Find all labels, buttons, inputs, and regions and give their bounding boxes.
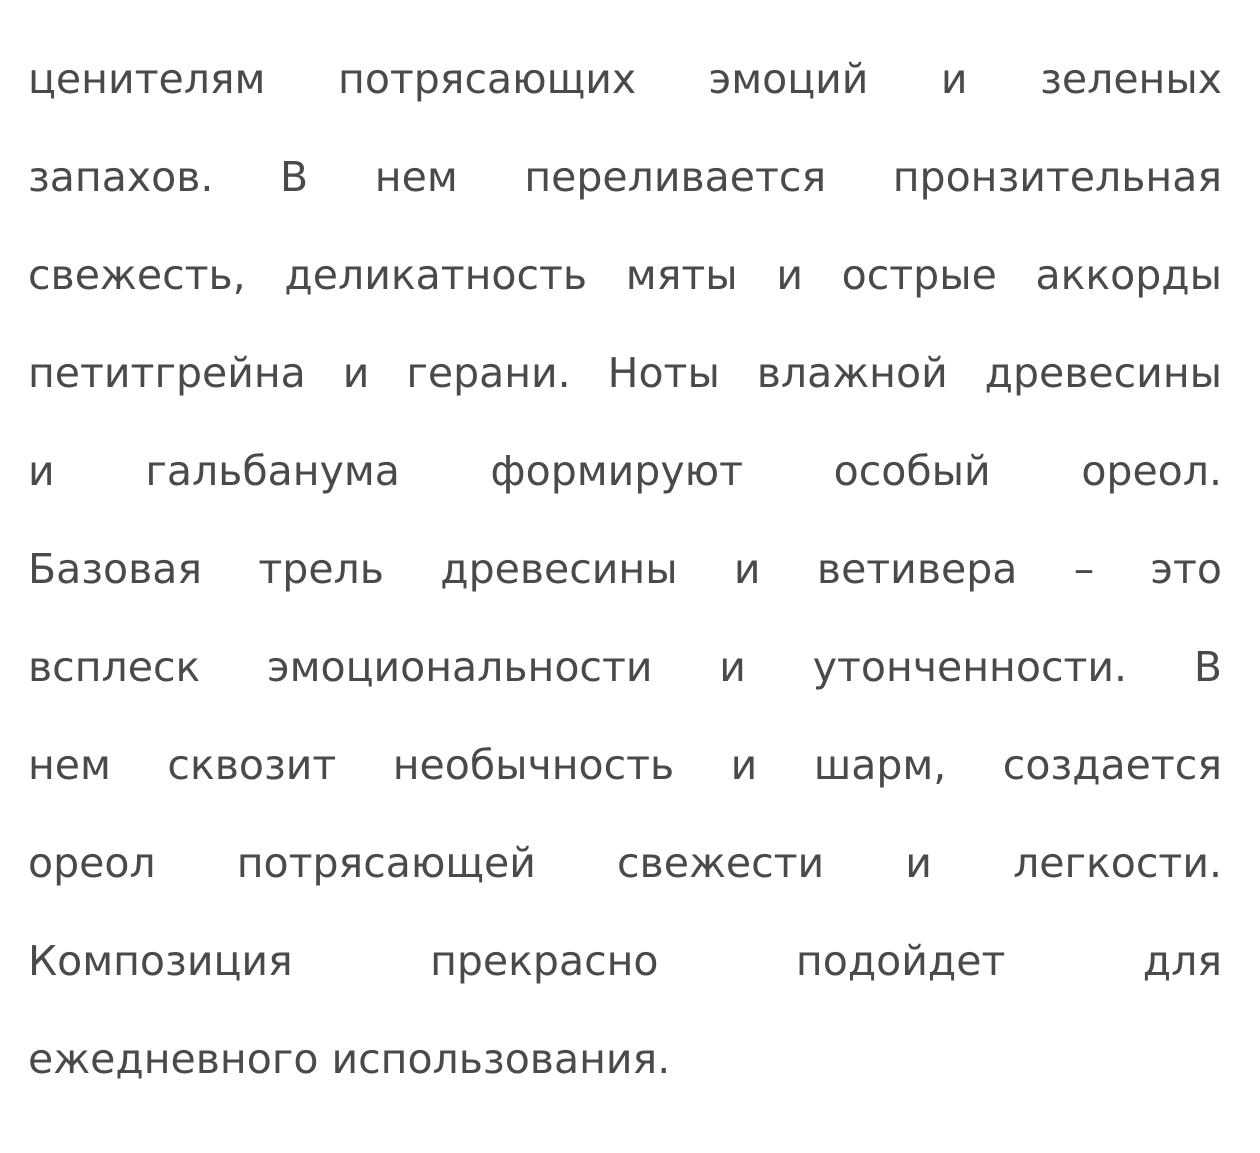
product-description-text: [28, 0, 1222, 1108]
description-line-10: Композиция прекрасно подойдет для: [28, 937, 1222, 985]
description-line-1: ценителям потрясающих эмоций и зеленых: [28, 55, 1222, 103]
description-line-partial: [28, 0, 1222, 30]
description-line-8: нем сквозит необычность и шарм, создается: [28, 741, 1222, 789]
description-line-11: ежедневного использования.: [28, 1035, 671, 1083]
description-line-3: свежесть, деликатность мяты и острые аккорды: [28, 251, 1222, 299]
description-line-7: всплеск эмоциональности и утонченности. В: [28, 643, 1222, 691]
description-line-2: запахов. В нем переливается пронзительная: [28, 153, 1222, 201]
description-line-4: петитгрейна и герани. Ноты влажной древесины: [28, 349, 1222, 397]
description-line-5: и гальбанума формируют особый ореол.: [28, 447, 1222, 495]
description-line-6: Базовая трель древесины и ветивера – это: [28, 545, 1222, 593]
description-line-9: ореол потрясающей свежести и легкости.: [28, 839, 1222, 887]
